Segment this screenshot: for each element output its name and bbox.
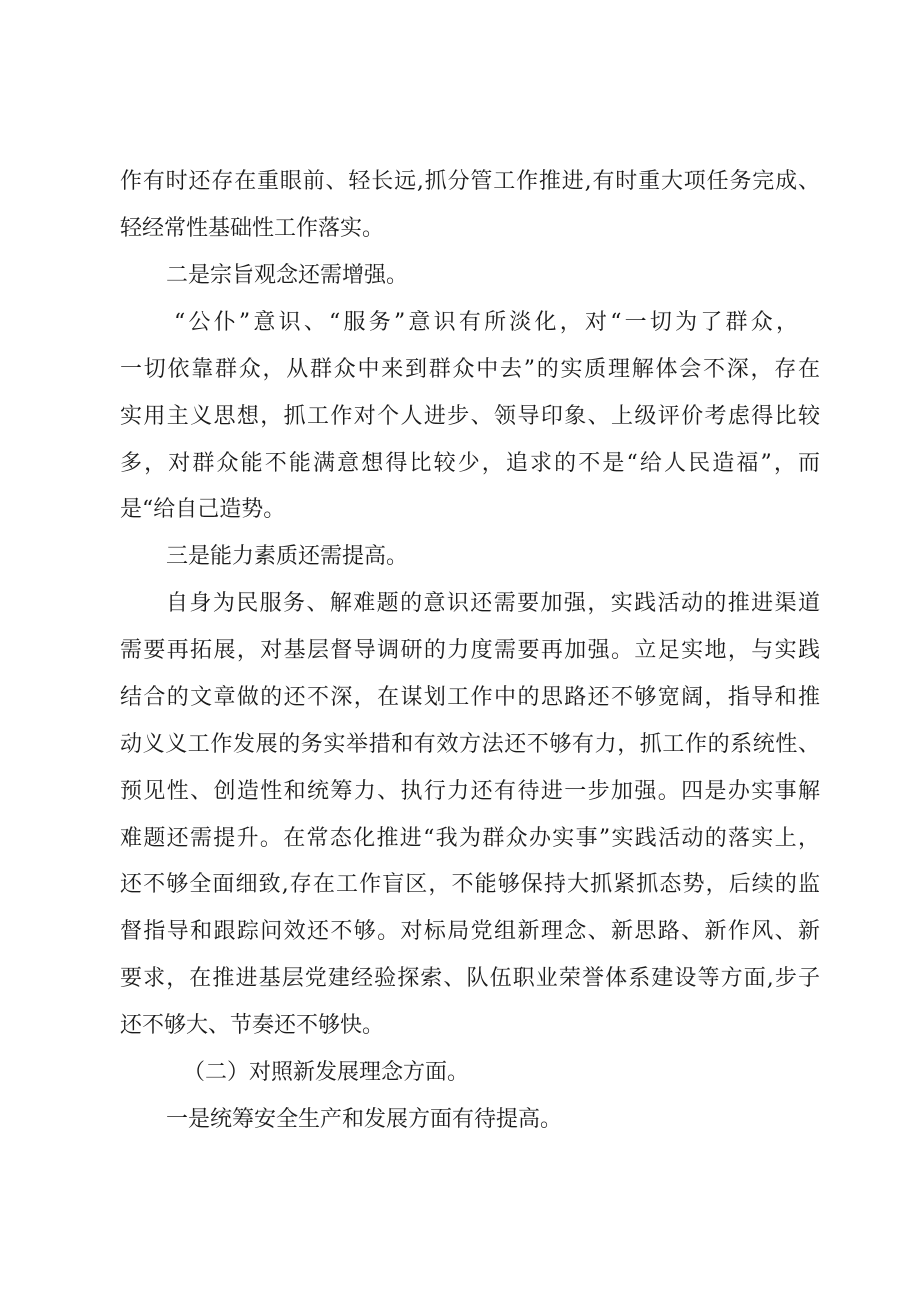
paragraph-line: 督指导和跟踪问效还不够。对标局党组新理念、新思路、新作风、新 [120, 919, 820, 944]
paragraph-line: 预见性、创造性和统筹力、执行力还有待进一步加强。四是办实事解 [120, 779, 820, 804]
section-heading: 三是能力素质还需提高。 [166, 544, 409, 569]
paragraph-line: 是“给自己造势。 [120, 497, 286, 522]
section-heading: （二）对照新发展理念方面。 [183, 1060, 470, 1085]
paragraph-line: 需要再拓展，对基层督导调研的力度需要再加强。立足实地，与实践 [120, 638, 820, 663]
paragraph-line: 实用主义思想，抓工作对个人进步、领导印象、上级评价考虑得比较 [120, 404, 820, 429]
paragraph-line: 还不够全面细致,存在工作盲区，不能够保持大抓紧抓态势，后续的监 [120, 872, 820, 897]
paragraph-line: 还不够大、节奏还不够快。 [120, 1013, 385, 1038]
paragraph-line: “公仆”意识、“服务”意识有所淡化，对“一切为了群众， [174, 310, 798, 335]
paragraph-line: 难题还需提升。在常态化推进“我为群众办实事”实践活动的落实上， [120, 826, 820, 851]
paragraph-line: 结合的文章做的还不深，在谋划工作中的思路还不够宽阔，指导和推 [120, 685, 820, 710]
paragraph-line: 要求，在推进基层党建经验探索、队伍职业荣誉体系建设等方面,步子 [120, 966, 820, 991]
section-heading: 二是宗旨观念还需增强。 [166, 263, 409, 288]
paragraph-line: 一切依靠群众，从群众中来到群众中去”的实质理解体会不深，存在 [120, 357, 820, 382]
section-heading: 一是统筹安全生产和发展方面有待提高。 [166, 1107, 563, 1132]
paragraph-line: 自身为民服务、解难题的意识还需要加强，实践活动的推进渠道 [166, 591, 820, 616]
paragraph-line: 作有时还存在重眼前、轻长远,抓分管工作推进,有时重大项任务完成、 [120, 169, 820, 194]
paragraph-line: 轻经常性基础性工作落实。 [120, 216, 385, 241]
paragraph-line: 多，对群众能不能满意想得比较少，追求的不是“给人民造福”，而 [120, 451, 820, 476]
paragraph-line: 动义义工作发展的务实举措和有效方法还不够有力，抓工作的系统性、 [120, 732, 820, 757]
